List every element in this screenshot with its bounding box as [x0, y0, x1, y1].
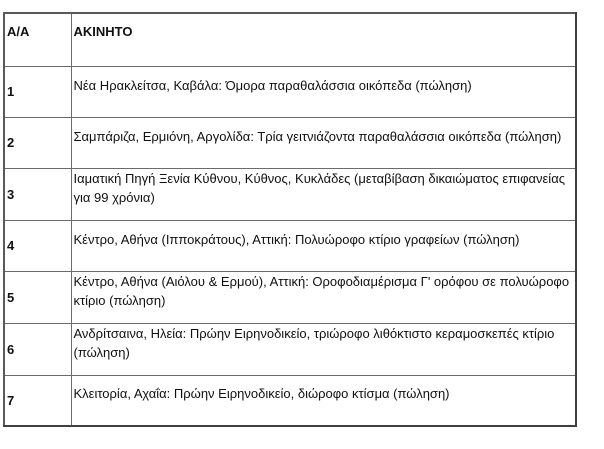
row-index: 6 — [7, 341, 15, 357]
row-index: 2 — [7, 135, 15, 150]
table-row — [4, 375, 576, 426]
table-row — [4, 66, 576, 117]
row-property-cell — [71, 323, 576, 375]
row-index-cell — [4, 323, 71, 375]
row-property-cell — [71, 375, 576, 426]
row-property-cell — [71, 271, 576, 323]
row-index-cell — [4, 271, 71, 323]
row-property: Ανδρίτσαινα, Ηλεία: Πρώην Ειρηνοδικείο, τριώροφο λιθόκτιστο κεραμοσκεπές κτίριο (πώληση) — [73, 325, 555, 360]
table-row — [4, 117, 576, 168]
header-index-cell — [4, 13, 71, 66]
properties-table — [3, 12, 577, 427]
row-index-cell — [4, 220, 71, 271]
row-index: 5 — [7, 289, 15, 305]
row-property-cell — [71, 66, 576, 117]
row-property: Νέα Ηρακλείτσα, Καβάλα: Όμορα παραθαλάσσια οικόπεδα (πώληση) — [73, 77, 472, 93]
row-property: Ιαματική Πηγή Ξενία Κύθνου, Κύθνος, Κυκλάδες (μεταβίβαση δικαιώματος επιφανείας για 99 χρόνια) — [73, 170, 565, 205]
row-index-cell — [4, 375, 71, 426]
row-index-cell — [4, 66, 71, 117]
table-row — [4, 323, 576, 375]
row-property: Κλειτορία, Αχαΐα: Πρώην Ειρηνοδικείο, διώροφο κτίσμα (πώληση) — [73, 386, 450, 402]
row-index-cell — [4, 168, 71, 220]
row-index: 4 — [7, 238, 15, 253]
row-property: Κέντρο, Αθήνα (Αιόλου & Ερμού), Αττική: Οροφοδιαμέρισμα Γ' ορόφου σε πολυώροφο κτίριο (πώληση) — [73, 273, 570, 308]
table-row — [4, 220, 576, 271]
header-property-label: ΑΚΙΝΗΤΟ — [73, 24, 133, 40]
table-row — [4, 271, 576, 323]
row-index-cell — [4, 117, 71, 168]
row-property-cell — [71, 168, 576, 220]
row-index: 1 — [7, 84, 15, 99]
row-index: 7 — [7, 392, 15, 408]
header-property-cell — [71, 13, 576, 66]
row-property: Κέντρο, Αθήνα (Ιπποκράτους), Αττική: Πολυώροφο κτίριο γραφείων (πώληση) — [73, 231, 520, 247]
row-index: 3 — [7, 186, 15, 202]
row-property: Σαμπάριζα, Ερμιόνη, Αργολίδα: Τρία γειτνιάζοντα παραθαλάσσια οικόπεδα (πώληση) — [73, 128, 562, 144]
table-header-row — [4, 13, 576, 66]
row-property-cell — [71, 220, 576, 271]
row-property-cell — [71, 117, 576, 168]
header-index-label: Α/Α — [7, 24, 30, 40]
table-row — [4, 168, 576, 220]
